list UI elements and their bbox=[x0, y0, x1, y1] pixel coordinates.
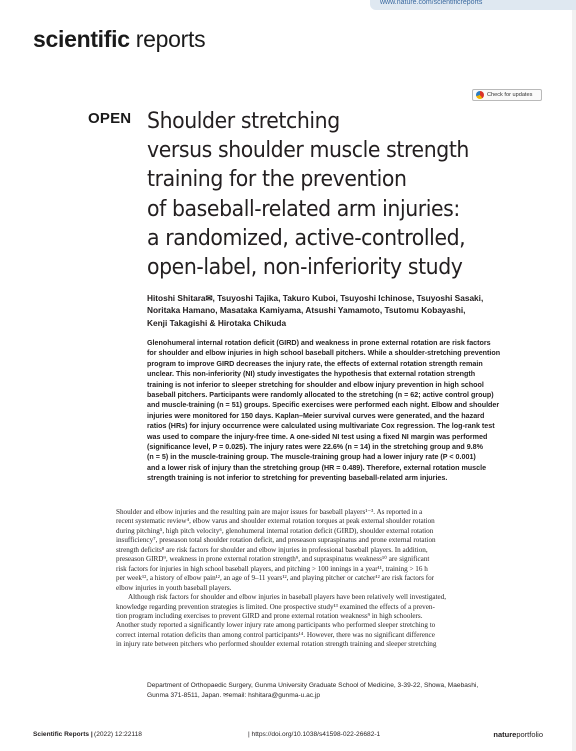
title-line: training for the prevention bbox=[147, 167, 407, 193]
article-title bbox=[147, 107, 519, 282]
body-line: knowledge regarding prevention strategies is limited. One prospective study¹³ examined the effects of a preven- bbox=[116, 602, 435, 611]
body-line: per week¹², a history of elbow pain¹², an age of 9–11 years¹², and playing pitcher or catcher¹² are risk factors for bbox=[116, 574, 435, 583]
abstract bbox=[147, 338, 537, 484]
affiliation bbox=[147, 681, 547, 700]
check-for-updates-label: Check for updates bbox=[487, 92, 533, 98]
body-line: insufficiency⁷, preseason total shoulder rotation deficit, and preseason supraspinatus and prone external rotation bbox=[116, 536, 436, 545]
footer-journal: Scientific Reports | bbox=[33, 731, 93, 738]
body-line: during pitching⁵, high pitch velocity⁶, glenohumeral internal rotation deficit (GIRD), shoulder external rotation bbox=[116, 526, 434, 535]
body-line: in injury rate between pitchers who performed shoulder external rotation strength training and sleeper stretching bbox=[116, 640, 437, 649]
footer-doi-link[interactable]: | https://doi.org/10.1038/s41598-022-26682-1 bbox=[248, 731, 381, 738]
body-line: Another study reported a significantly lower injury rate among participants who performed sleeper stretching to bbox=[116, 621, 436, 630]
title-line: Shoulder stretching bbox=[147, 109, 340, 134]
author-line[interactable]: Hitoshi Shitara✉, Tsuyoshi Tajika, Takuro Kuboi, Tsuyoshi Ichinose, Tsuyoshi Sasaki, bbox=[147, 293, 484, 303]
journal-name-regular: reports bbox=[129, 26, 206, 52]
abstract-line: injuries were monitored for 150 days. Kaplan–Meier survival curves were generated, and the hazard bbox=[147, 411, 485, 420]
title-line: versus shoulder muscle strength bbox=[147, 138, 469, 164]
body-line: preseason GIRD⁹, weakness in prone external rotation strength⁹, and supraspinatus weakness¹⁰ are significant bbox=[116, 555, 430, 564]
abstract-line: unclear. This non-inferiority (NI) study investigates the hypothesis that external rotation strength bbox=[147, 370, 476, 379]
journal-url-tab[interactable] bbox=[370, 0, 576, 10]
author-line[interactable]: Kenji Takagishi & Hirotaka Chikuda bbox=[147, 317, 287, 328]
body-line: elbow injuries in youth baseball players. bbox=[116, 583, 232, 592]
title-line: open-label, non-inferiority study bbox=[147, 255, 463, 281]
open-access-label: OPEN bbox=[88, 110, 132, 127]
body-line: tion program including exercises to prevent GIRD and prone external rotation weakness⁹ in high schoolers. bbox=[116, 611, 423, 620]
body-line: recent systematic review⁴, elbow varus and shoulder external rotation torques at peak external shoulder rotation bbox=[116, 517, 435, 526]
abstract-line: baseball pitchers. Participants were randomly allocated to the stretching (n = 62; active control group) bbox=[147, 391, 494, 400]
abstract-line: training is not inferior to sleeper stretching for shoulder and elbow injury prevention in high school bbox=[147, 380, 484, 389]
abstract-line: for shoulder and elbow injuries in high school baseball pitchers. While a shoulder-stretching prevention bbox=[147, 349, 501, 358]
affiliation-line: Department of Orthopaedic Surgery, Gunma University Graduate School of Medicine, 3-39-22, Showa, Maebashi, bbox=[147, 682, 479, 689]
affiliation-line[interactable]: Gunma 371-8511, Japan. ✉email: hshitara@gunma-u.ac.jp bbox=[147, 691, 321, 699]
journal-name-bold: scientific bbox=[33, 26, 130, 52]
journal-url[interactable]: www.nature.com/scientificreports bbox=[380, 0, 483, 6]
abstract-line: (significance level, P = 0.025). The injury rates were 22.6% (n = 14) in the stretching group and 9.8% bbox=[147, 443, 483, 452]
check-for-updates-button[interactable] bbox=[472, 89, 542, 101]
abstract-line: ratios (HRs) for injury occurrence were calculated using multivariate Cox regression. The log-rank test bbox=[147, 422, 495, 431]
title-line: of baseball-related arm injuries: bbox=[147, 196, 460, 222]
footer-volume: (2022) 12:22118 bbox=[94, 731, 142, 738]
body-line: Shoulder and elbow injuries and the resulting pain are major issues for baseball players¹⁻³. As reported in a bbox=[116, 508, 423, 516]
page-footer bbox=[33, 731, 543, 743]
body-text bbox=[116, 508, 546, 650]
body-line: correct internal rotation deficits than among control participants¹⁴. However, there was no significant difference bbox=[116, 630, 435, 639]
body-line: strength deficits⁸ are risk factors for shoulder and elbow injuries in professional baseball players. In addition, bbox=[116, 545, 428, 554]
nature-portfolio-logo bbox=[493, 730, 543, 739]
body-line: Although risk factors for shoulder and elbow injuries in baseball players have been relatively well investigated, bbox=[128, 593, 447, 602]
brand-bold: nature bbox=[493, 730, 517, 739]
abstract-line: and muscle-training (n = 51) groups. Specific exercises were performed each night. Elbow and shoulder bbox=[147, 401, 500, 410]
abstract-line: (n = 5) in the muscle-training group. The muscle-training group had a lower injury rate (P < 0.001) bbox=[147, 453, 476, 462]
page-edge bbox=[572, 0, 576, 751]
title-line: a randomized, active-controlled, bbox=[147, 225, 466, 251]
abstract-line: strength training is not inferior to stretching for preventing baseball-related arm injuries. bbox=[147, 474, 448, 483]
abstract-line: program to improve GIRD decreases the injury rate, the effects of external rotation strength remain bbox=[147, 359, 483, 368]
brand-regular: portfolio bbox=[516, 730, 543, 739]
abstract-line: Glenohumeral internal rotation deficit (GIRD) and weakness in prone external rotation are risk factors bbox=[147, 339, 491, 347]
journal-title bbox=[33, 26, 205, 53]
abstract-line: and a lower risk of injury than the stretching group (HR = 0.489). Therefore, external rotation muscle bbox=[147, 463, 487, 472]
author-list bbox=[147, 292, 537, 329]
abstract-line: was used to compare the injury-free time. A one-sided NI test using a fixed NI margin was performed bbox=[147, 432, 488, 441]
crossmark-icon bbox=[476, 91, 484, 99]
body-line: risk factors for injuries in high school baseball players, and pitching > 100 innings in a year¹¹, training > 16 h bbox=[116, 564, 428, 573]
author-line[interactable]: Noritaka Hamano, Masataka Kamiyama, Atsushi Yamamoto, Tsutomu Kobayashi, bbox=[147, 305, 466, 316]
